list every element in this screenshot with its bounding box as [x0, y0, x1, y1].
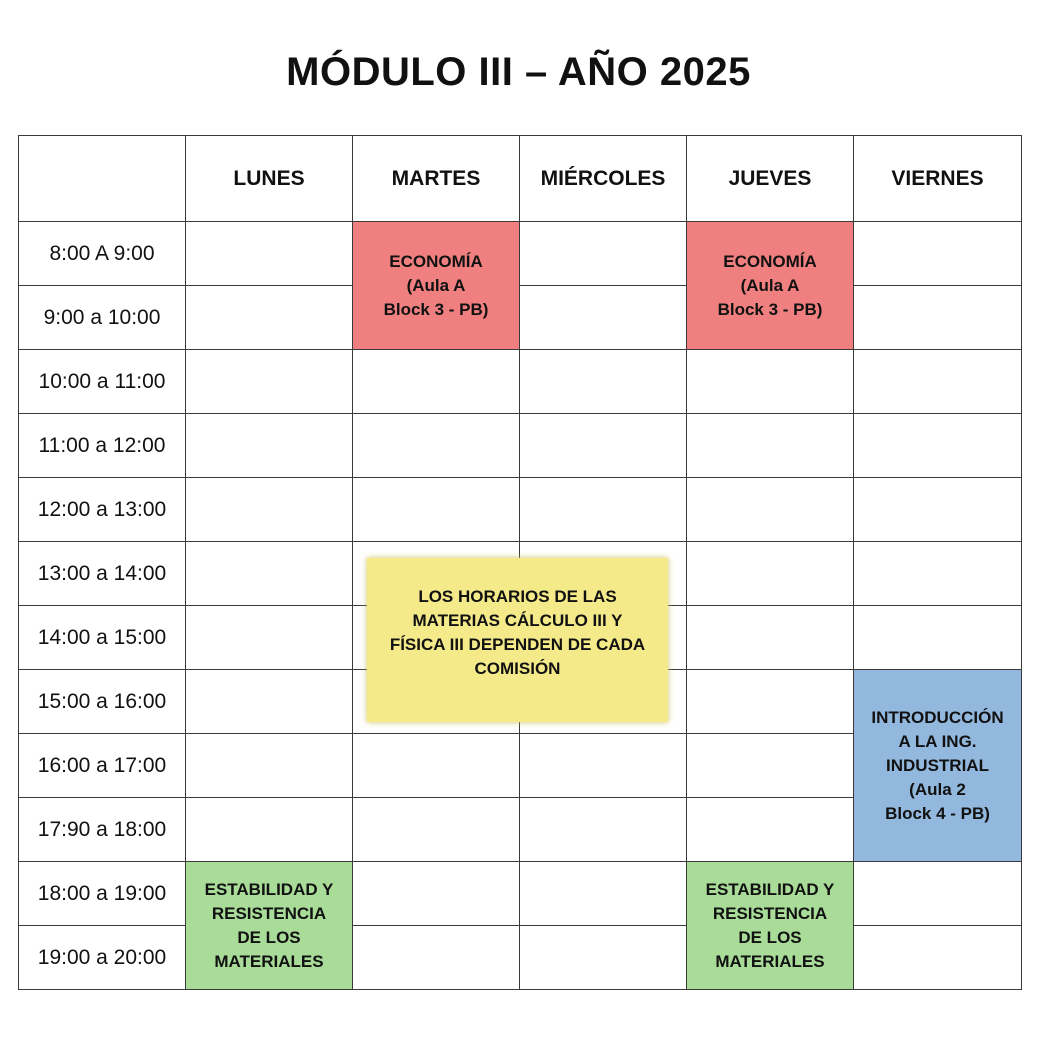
- day-header: LUNES: [186, 136, 353, 222]
- empty-cell: [687, 606, 854, 670]
- empty-cell: [854, 414, 1022, 478]
- time-label: 11:00 a 12:00: [19, 414, 186, 478]
- subject-label: ESTABILIDAD Y RESISTENCIA DE LOS MATERIALES: [705, 879, 835, 971]
- header-row: [19, 136, 1022, 222]
- empty-cell: [520, 222, 687, 286]
- page-title: MÓDULO III – AÑO 2025: [286, 50, 751, 94]
- time-label: 17:90 a 18:00: [19, 798, 186, 862]
- corner-cell: [19, 136, 186, 222]
- time-label: 16:00 a 17:00: [19, 734, 186, 798]
- empty-cell: [687, 798, 854, 862]
- day-header: VIERNES: [854, 136, 1022, 222]
- time-label: 18:00 a 19:00: [19, 862, 186, 926]
- empty-cell: [854, 542, 1022, 606]
- time-row: [19, 862, 1022, 926]
- subject-label: ECONOMÍA (Aula A Block 3 - PB): [717, 251, 823, 319]
- empty-cell: [854, 222, 1022, 286]
- time-row: [19, 414, 1022, 478]
- empty-cell: [186, 286, 353, 350]
- subject-cell-economia: [353, 222, 520, 350]
- time-label: 12:00 a 13:00: [19, 478, 186, 542]
- empty-cell: [687, 670, 854, 734]
- subject-cell-estabilidad: [687, 862, 854, 990]
- empty-cell: [854, 862, 1022, 926]
- empty-cell: [186, 734, 353, 798]
- empty-cell: [520, 478, 687, 542]
- time-label: 8:00 A 9:00: [19, 222, 186, 286]
- empty-cell: [687, 734, 854, 798]
- empty-cell: [520, 798, 687, 862]
- sticky-note: [367, 558, 668, 722]
- empty-cell: [520, 414, 687, 478]
- empty-cell: [353, 926, 520, 990]
- empty-cell: [520, 862, 687, 926]
- subject-label: ECONOMÍA (Aula A Block 3 - PB): [383, 251, 489, 319]
- empty-cell: [854, 606, 1022, 670]
- day-header: JUEVES: [687, 136, 854, 222]
- empty-cell: [186, 350, 353, 414]
- empty-cell: [687, 414, 854, 478]
- empty-cell: [520, 350, 687, 414]
- empty-cell: [854, 350, 1022, 414]
- time-label: 9:00 a 10:00: [19, 286, 186, 350]
- empty-cell: [353, 350, 520, 414]
- empty-cell: [186, 542, 353, 606]
- empty-cell: [186, 414, 353, 478]
- time-label: 15:00 a 16:00: [19, 670, 186, 734]
- empty-cell: [687, 478, 854, 542]
- empty-cell: [854, 926, 1022, 990]
- time-row: [19, 222, 1022, 286]
- subject-cell-estabilidad: [186, 862, 353, 990]
- empty-cell: [353, 478, 520, 542]
- day-header: MIÉRCOLES: [520, 136, 687, 222]
- time-row: [19, 478, 1022, 542]
- empty-cell: [353, 862, 520, 926]
- empty-cell: [353, 414, 520, 478]
- empty-cell: [186, 606, 353, 670]
- empty-cell: [520, 734, 687, 798]
- empty-cell: [353, 734, 520, 798]
- time-label: 14:00 a 15:00: [19, 606, 186, 670]
- empty-cell: [520, 286, 687, 350]
- empty-cell: [353, 798, 520, 862]
- time-label: 19:00 a 20:00: [19, 926, 186, 990]
- empty-cell: [687, 542, 854, 606]
- empty-cell: [520, 926, 687, 990]
- subject-cell-introduccion: [854, 670, 1022, 862]
- empty-cell: [186, 478, 353, 542]
- empty-cell: [186, 798, 353, 862]
- time-row: [19, 350, 1022, 414]
- empty-cell: [186, 222, 353, 286]
- sticky-note-text: LOS HORARIOS DE LAS MATERIAS CÁLCULO III Y FÍSICA III DEPENDEN DE CADA COMISIÓN: [389, 587, 646, 678]
- day-header: MARTES: [353, 136, 520, 222]
- empty-cell: [687, 350, 854, 414]
- empty-cell: [854, 286, 1022, 350]
- time-row: [19, 926, 1022, 990]
- empty-cell: [854, 478, 1022, 542]
- time-label: 10:00 a 11:00: [19, 350, 186, 414]
- subject-label: INTRODUCCIÓN A LA ING. INDUSTRIAL (Aula 2 Block 4 - PB): [871, 707, 1004, 823]
- time-label: 13:00 a 14:00: [19, 542, 186, 606]
- subject-cell-economia: [687, 222, 854, 350]
- time-row: [19, 286, 1022, 350]
- subject-label: ESTABILIDAD Y RESISTENCIA DE LOS MATERIALES: [204, 879, 334, 971]
- empty-cell: [186, 670, 353, 734]
